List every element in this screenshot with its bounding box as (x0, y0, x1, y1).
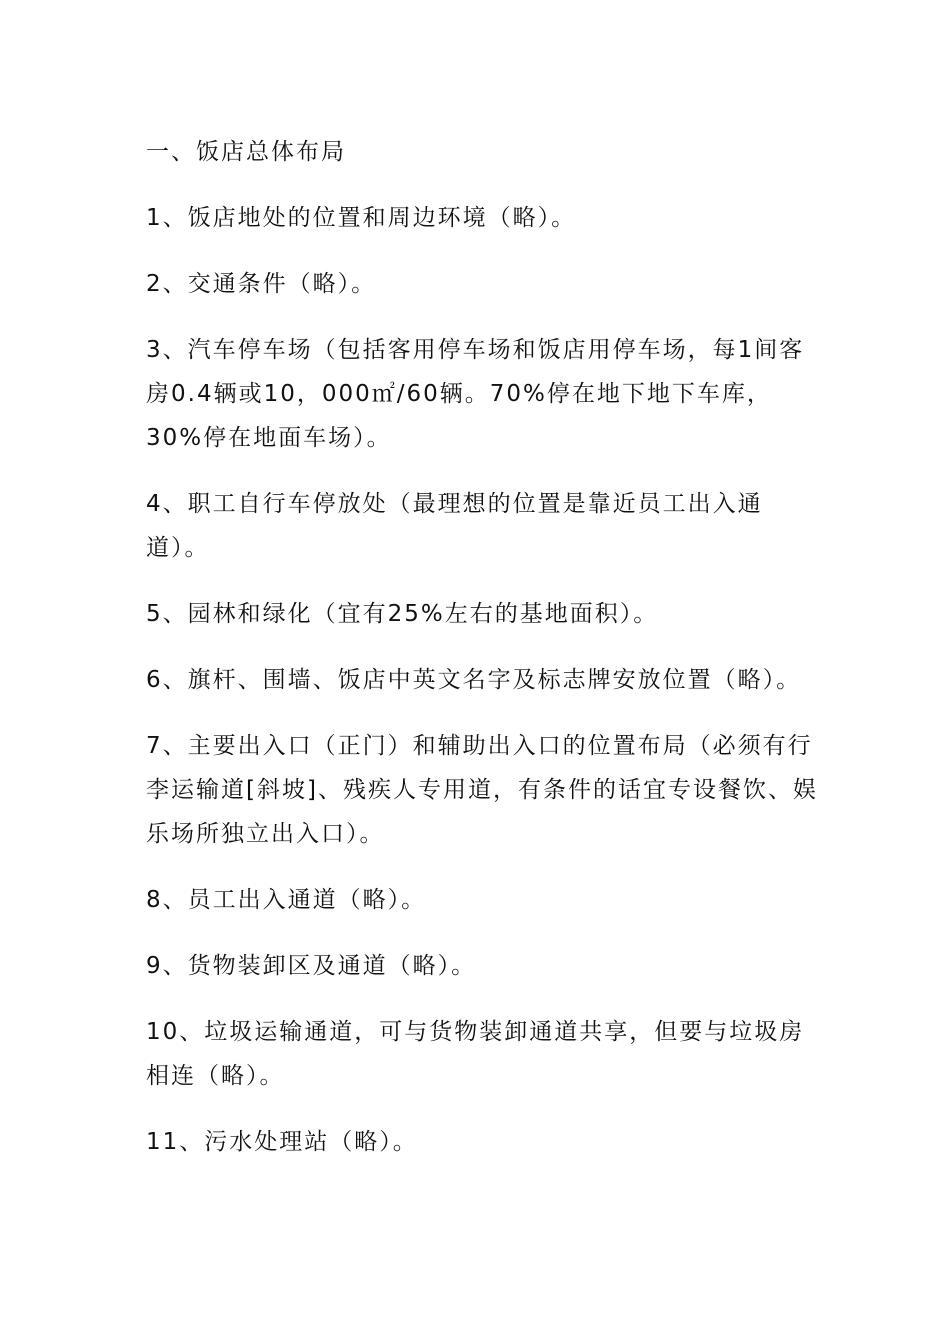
list-item-7: 7、主要出入口（正门）和辅助出入口的位置布局（必须有行李运输道[斜坡]、残疾人专用道，有条件的话宜专设餐饮、娱乐场所独立出入口）。 (146, 733, 818, 847)
list-item-9: 9、货物装卸区及通道（略）。 (146, 953, 477, 979)
list-item-8: 8、员工出入通道（略）。 (146, 887, 427, 913)
list-item-6: 6、旗杆、围墙、饭店中英文名字及标志牌安放位置（略）。 (146, 667, 802, 693)
list-item-1: 1、饭店地处的位置和周边环境（略）。 (146, 205, 577, 231)
list-item-3: 3、汽车停车场（包括客用停车场和饭店用停车场，每1间客房0.4辆或10，000㎡/60辆。70%停在地下地下车库，30%停在地面车场）。 (146, 337, 805, 451)
document-body (146, 130, 821, 1186)
list-item-5: 5、园林和绿化（宜有25%左右的基地面积）。 (146, 601, 659, 627)
list-item-10: 10、垃圾运输通道，可与货物装卸通道共享，但要与垃圾房相连（略）。 (146, 1019, 805, 1089)
list-item-4: 4、职工自行车停放处（最理想的位置是靠近员工出入通道）。 (146, 491, 763, 561)
section-heading: 一、饭店总体布局 (146, 139, 346, 165)
list-item-11: 11、污水处理站（略）。 (146, 1129, 418, 1155)
list-item-2: 2、交通条件（略）。 (146, 271, 377, 297)
